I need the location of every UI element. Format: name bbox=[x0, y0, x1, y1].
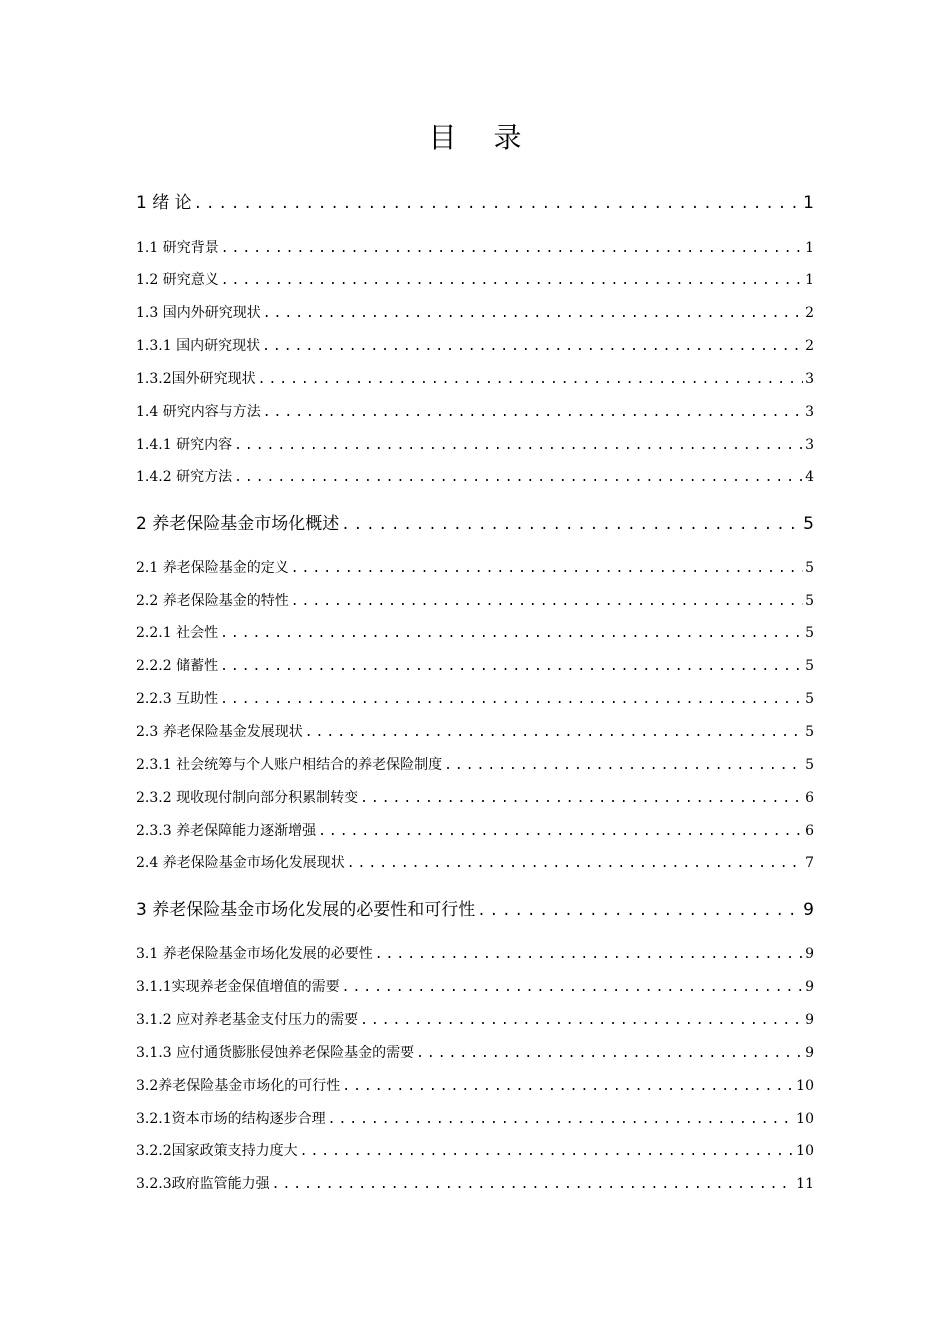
toc-page-number: 9 bbox=[805, 1012, 814, 1028]
dot-leader bbox=[375, 944, 803, 965]
toc-section-entry[interactable] bbox=[136, 434, 814, 456]
toc-page-number: 9 bbox=[803, 900, 814, 920]
dot-leader bbox=[221, 270, 803, 291]
toc-entry-label: 1.3 国内外研究现状 bbox=[136, 305, 261, 321]
toc-entry-label: 2 养老保险基金市场化概述 bbox=[136, 514, 340, 534]
toc-section-entry[interactable] bbox=[136, 1075, 814, 1097]
toc-entry-label: 2.2.3 互助性 bbox=[136, 691, 219, 707]
toc-entry-label: 3.1.1实现养老金保值增值的需要 bbox=[136, 979, 340, 995]
dot-leader bbox=[263, 303, 803, 324]
dot-leader bbox=[477, 898, 801, 923]
toc-entry-label: 2.3.1 社会统筹与个人账户相结合的养老保险制度 bbox=[136, 757, 443, 773]
toc-section-entry[interactable] bbox=[136, 754, 814, 776]
dot-leader bbox=[220, 689, 803, 710]
dot-leader bbox=[272, 1174, 795, 1195]
toc-entry-label: 1.4.2 研究方法 bbox=[136, 469, 233, 485]
toc-section-entry[interactable] bbox=[136, 1140, 814, 1162]
toc-page-number: 2 bbox=[805, 338, 814, 354]
toc-page-number: 3 bbox=[805, 404, 814, 420]
toc-page-number: 6 bbox=[805, 823, 814, 839]
toc-section-entry[interactable] bbox=[136, 976, 814, 998]
toc-entry-label: 2.3 养老保险基金发展现状 bbox=[136, 724, 303, 740]
dot-leader bbox=[318, 821, 803, 842]
dot-leader bbox=[360, 788, 803, 809]
page-title: 目 录 bbox=[428, 121, 536, 154]
toc-section-entry[interactable] bbox=[136, 557, 814, 579]
toc-page-number: 2 bbox=[805, 305, 814, 321]
toc-section-entry[interactable] bbox=[136, 820, 814, 842]
toc-section-entry[interactable] bbox=[136, 943, 814, 965]
toc-page-number: 5 bbox=[803, 514, 814, 534]
toc-entry-label: 3.2.1资本市场的结构逐步合理 bbox=[136, 1111, 326, 1127]
toc-page-number: 4 bbox=[805, 469, 814, 485]
toc-entry-label: 3 养老保险基金市场化发展的必要性和可行性 bbox=[136, 900, 476, 920]
toc-entry-label: 3.2养老保险基金市场化的可行性 bbox=[136, 1078, 341, 1094]
dot-leader bbox=[262, 336, 803, 357]
toc-entry-label: 1.1 研究背景 bbox=[136, 240, 219, 256]
toc-entry-label: 2.4 养老保险基金市场化发展现状 bbox=[136, 855, 345, 871]
toc-page-number: 1 bbox=[803, 193, 814, 213]
toc-section-entry[interactable] bbox=[136, 852, 814, 874]
dot-leader bbox=[258, 369, 803, 390]
toc-section-entry[interactable] bbox=[136, 721, 814, 743]
toc-page-number: 3 bbox=[805, 437, 814, 453]
toc-entry-label: 2.2 养老保险基金的特性 bbox=[136, 593, 289, 609]
toc-page-number: 9 bbox=[805, 1045, 814, 1061]
toc-page-number: 7 bbox=[805, 855, 814, 871]
toc-section-entry[interactable] bbox=[136, 368, 814, 390]
toc-entry-label: 3.1.3 应付通货膨胀侵蚀养老保险基金的需要 bbox=[136, 1045, 415, 1061]
dot-leader bbox=[221, 238, 803, 259]
toc-entry-label: 2.1 养老保险基金的定义 bbox=[136, 560, 289, 576]
toc-entry-label: 1.2 研究意义 bbox=[136, 272, 219, 288]
toc-page-number: 1 bbox=[805, 240, 814, 256]
dot-leader bbox=[305, 722, 803, 743]
toc-chapter-entry[interactable] bbox=[136, 190, 814, 216]
toc-entry-label: 2.2.1 社会性 bbox=[136, 625, 219, 641]
toc-section-entry[interactable] bbox=[136, 622, 814, 644]
dot-leader bbox=[360, 1010, 803, 1031]
toc-page-number: 10 bbox=[796, 1111, 814, 1127]
toc-entry-label: 3.2.3政府监管能力强 bbox=[136, 1176, 270, 1192]
toc-page-number: 10 bbox=[796, 1143, 814, 1159]
toc-page-number: 5 bbox=[805, 757, 814, 773]
toc-entry-label: 2.3.3 养老保障能力逐渐增强 bbox=[136, 823, 317, 839]
toc-page-number: 5 bbox=[805, 560, 814, 576]
toc-entry-label: 2.3.2 现收现付制向部分积累制转变 bbox=[136, 790, 359, 806]
toc-entry-label: 1.3.2国外研究现状 bbox=[136, 371, 256, 387]
toc-entry-label: 2.2.2 储蓄性 bbox=[136, 658, 219, 674]
toc-entry-label: 3.1 养老保险基金市场化发展的必要性 bbox=[136, 946, 373, 962]
toc-section-entry[interactable] bbox=[136, 237, 814, 259]
toc-page-number: 5 bbox=[805, 724, 814, 740]
toc-entry-label: 1.4 研究内容与方法 bbox=[136, 404, 261, 420]
toc-page-number: 5 bbox=[805, 593, 814, 609]
toc-section-entry[interactable] bbox=[136, 655, 814, 677]
toc-entry-label: 1.3.1 国内研究现状 bbox=[136, 338, 261, 354]
dot-leader bbox=[342, 977, 803, 998]
dot-leader bbox=[234, 435, 803, 456]
toc-page-number: 11 bbox=[796, 1176, 814, 1192]
toc-page-number: 5 bbox=[805, 691, 814, 707]
toc-page-number: 9 bbox=[805, 946, 814, 962]
dot-leader bbox=[263, 402, 803, 423]
toc-section-entry[interactable] bbox=[136, 302, 814, 324]
toc-entry-label: 1.4.1 研究内容 bbox=[136, 437, 233, 453]
toc-section-entry[interactable] bbox=[136, 1108, 814, 1130]
toc-page-number: 5 bbox=[805, 658, 814, 674]
dot-leader bbox=[300, 1141, 795, 1162]
dot-leader bbox=[347, 853, 803, 874]
toc-entry-label: 1 绪 论 bbox=[136, 193, 192, 213]
toc-page-number: 6 bbox=[805, 790, 814, 806]
toc-page-number: 3 bbox=[805, 371, 814, 387]
dot-leader bbox=[328, 1109, 795, 1130]
toc-section-entry[interactable] bbox=[136, 335, 814, 357]
toc-page-number: 9 bbox=[805, 979, 814, 995]
toc-section-entry[interactable] bbox=[136, 269, 814, 291]
toc-section-entry[interactable] bbox=[136, 1042, 814, 1064]
toc-entry-label: 3.1.2 应对养老基金支付压力的需要 bbox=[136, 1012, 359, 1028]
toc-chapter-entry[interactable] bbox=[136, 511, 814, 537]
toc-page-number: 1 bbox=[805, 272, 814, 288]
toc-page-number: 10 bbox=[796, 1078, 814, 1094]
toc-section-entry[interactable] bbox=[136, 466, 814, 488]
dot-leader bbox=[342, 1076, 794, 1097]
toc-section-entry[interactable] bbox=[136, 688, 814, 710]
toc-section-entry[interactable] bbox=[136, 1173, 814, 1195]
toc-section-entry[interactable] bbox=[136, 787, 814, 809]
dot-leader bbox=[220, 623, 803, 644]
toc-section-entry[interactable] bbox=[136, 1009, 814, 1031]
dot-leader bbox=[416, 1043, 803, 1064]
toc-section-entry[interactable] bbox=[136, 401, 814, 423]
toc-chapter-entry[interactable] bbox=[136, 897, 814, 923]
toc-page-number: 5 bbox=[805, 625, 814, 641]
dot-leader bbox=[341, 512, 801, 537]
dot-leader bbox=[234, 467, 803, 488]
dot-leader bbox=[444, 755, 803, 776]
dot-leader bbox=[291, 591, 803, 612]
dot-leader bbox=[194, 191, 802, 216]
toc-entry-label: 3.2.2国家政策支持力度大 bbox=[136, 1143, 298, 1159]
dot-leader bbox=[220, 656, 803, 677]
toc-section-entry[interactable] bbox=[136, 590, 814, 612]
dot-leader bbox=[291, 558, 803, 579]
